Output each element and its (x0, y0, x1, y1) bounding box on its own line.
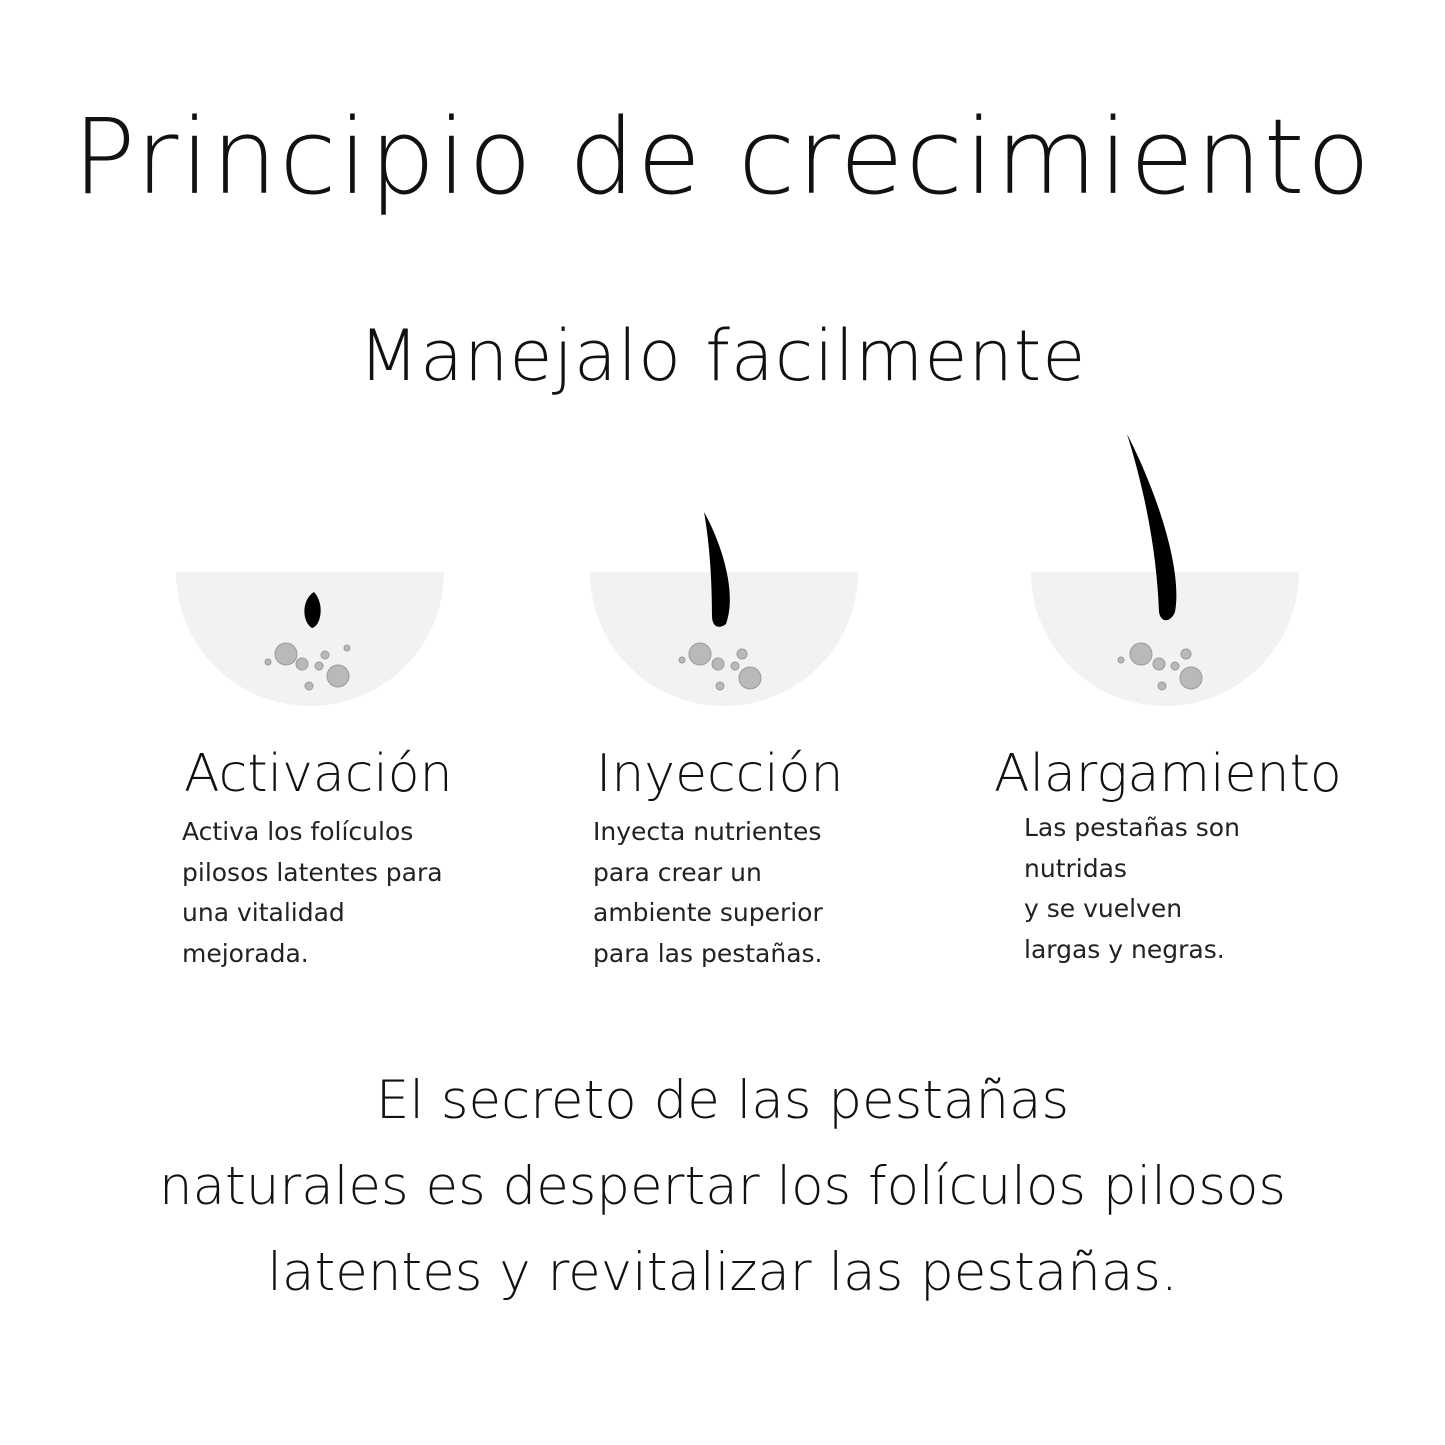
follicle-diagram-elongation (1031, 428, 1299, 720)
page-subtitle: Manejalo facilmente (358, 315, 1087, 397)
stage-name-elongation: Alargamiento (994, 744, 1342, 804)
footer-statement: El secreto de las pestañas naturales es despertar los folículos pilosos latentes y revitalizar las pestañas. (158, 1070, 1287, 1303)
stage-name-injection: Inyección (596, 744, 844, 804)
stage-desc-activation: Activa los folículos pilosos latentes para una vitalidad mejorada. (182, 817, 443, 968)
follicle-diagram-injection (590, 500, 858, 720)
stage-desc-injection: Inyecta nutrientes para crear un ambiente superior para las pestañas. (593, 817, 823, 968)
follicle-diagram-activation (176, 560, 444, 720)
page-title: Principio de crecimiento (72, 96, 1373, 218)
stage-name-activation: Activación (184, 744, 453, 804)
stage-desc-elongation: Las pestañas son nutridas y se vuelven largas y negras. (1024, 813, 1240, 964)
